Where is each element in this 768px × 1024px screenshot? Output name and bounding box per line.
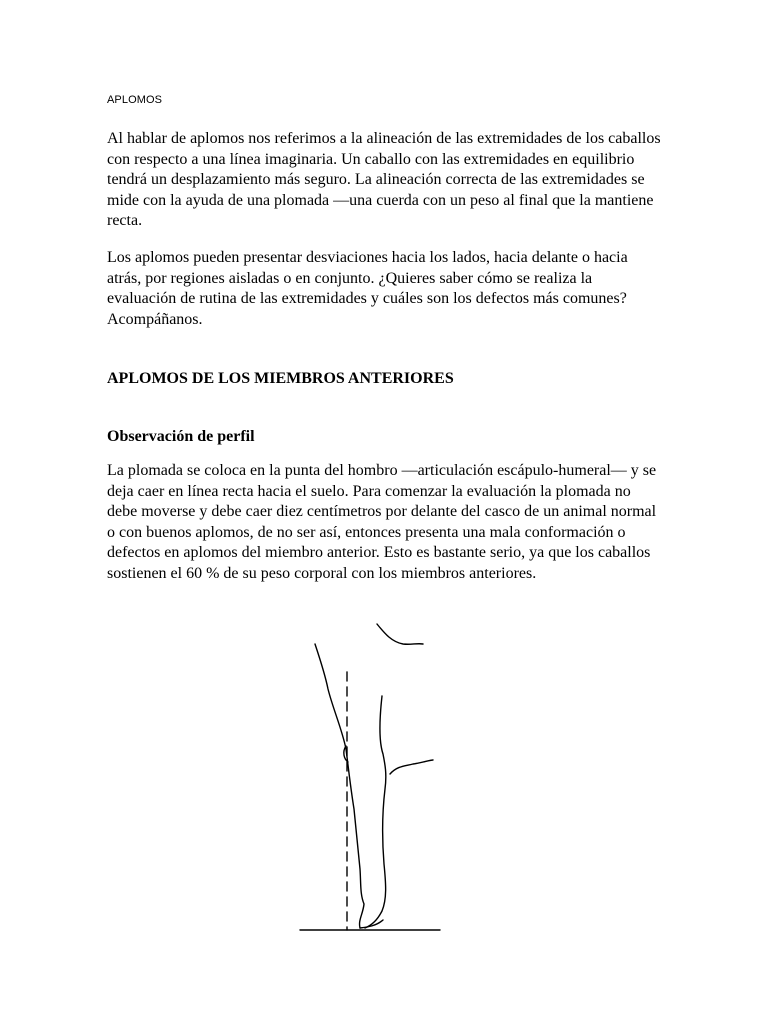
section-heading: APLOMOS DE LOS MIEMBROS ANTERIORES	[107, 370, 454, 387]
document-label: APLOMOS	[107, 94, 163, 106]
elbow-contour	[390, 760, 433, 774]
leg-back-contour	[365, 696, 386, 928]
horse-foreleg-plumb-line-illustration	[290, 614, 450, 940]
chest-contour	[377, 624, 423, 644]
deviations-paragraph: Los aplomos pueden presentar desviaciones hacia los lados, hacia delante o hacia atrás, por regiones aisladas o en conjunto. ¿Quieres saber cómo se realiza la evaluación de rutina de las extremidades y cuáles son los defectos más comunes? Acompáñanos.	[107, 249, 628, 328]
subsection-heading: Observación de perfil	[107, 428, 255, 445]
intro-paragraph: Al hablar de aplomos nos referimos a la alineación de las extremidades de los caballos con respecto a una línea imaginaria. Un caballo con las extremidades en equilibrio tendrá un desplazamiento más seguro. La alineación correcta de las extremidades se mide con la ayuda de una plomada —una cuerda con un peso al final que la mantiene recta.	[107, 130, 661, 229]
leg-front-contour	[315, 644, 364, 928]
profile-observation-paragraph: La plomada se coloca en la punta del hombro —articulación escápulo-humeral— y se deja caer en línea recta hacia el suelo. Para comenzar la evaluación la plomada no debe moverse y debe caer diez centímetros por delante del casco de un animal normal o con buenos aplomos, de no ser así, entonces presenta una mala conformación o defectos en aplomos del miembro anterior. Esto es bastante serio, ya que los caballos sostienen el 60 % de su peso corporal con los miembros anteriores.	[107, 462, 657, 582]
